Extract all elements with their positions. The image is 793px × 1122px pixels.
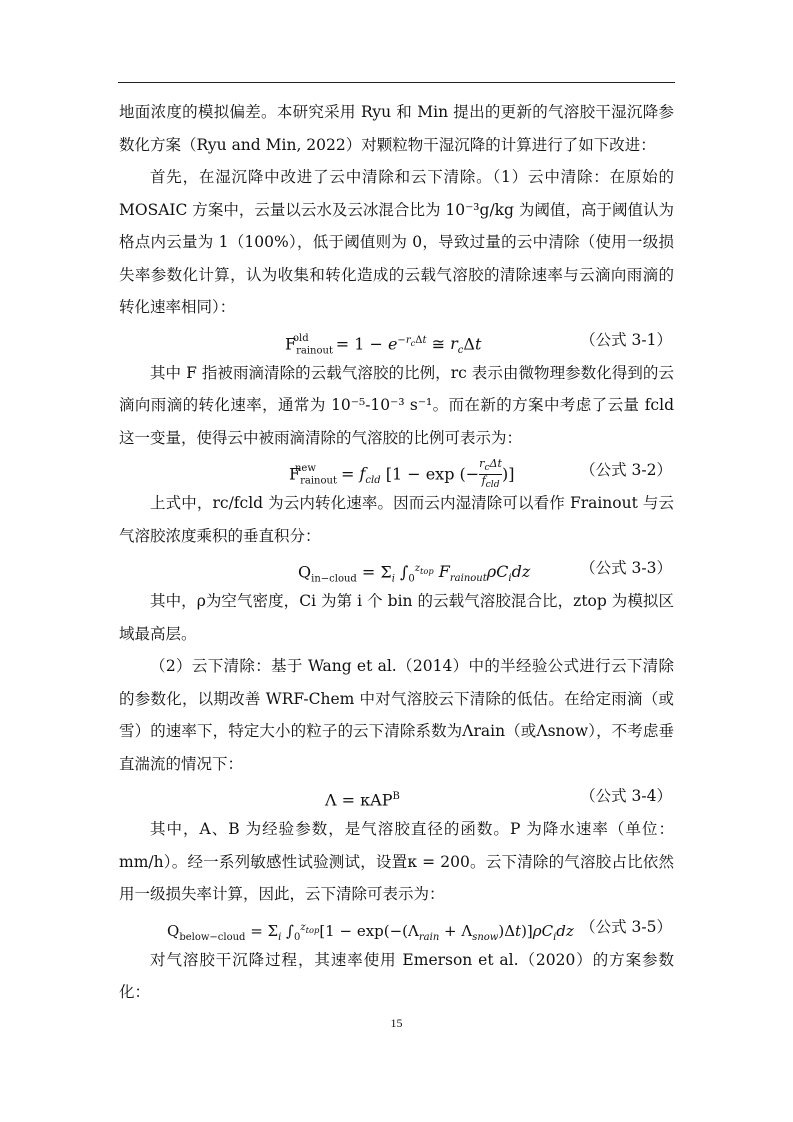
equation-3-2-row [119,454,674,491]
equation-3-3-row [119,552,674,585]
document-body [119,96,674,1009]
equation-3-3: $Q_{in-cloud} = \Sigma_i$ $\int_0^{z_{top}}$ $F_{rainout}\rho C_idz$ [298,562,531,585]
paragraph-8: 对气溶胶干沉降过程，其速率使用 Emerson et al.（2020）的方案参数化： [119,950,674,1001]
equation-3-5-label: （公式 3-5） [580,917,672,936]
paragraph-6: （2）云下清除：基于 Wang et al.（2014）中的半经验公式进行云下清除的参数化，以期改善 WRF-Chem 中对气溶胶云下清除的低估。在给定雨滴（或雪）的速率下，特定大小的粒子的云下清除系数为Λrain（或Λsnow），不考虑垂直湍流的情况下： [119,657,674,773]
paragraph-7: 其中，A、B 为经验参数，是气溶胶直径的函数。P 为降水速率（单位：mm/h）。经一系列敏感性试验测试，设置κ = 200。云下清除的气溶胶占比依然用一级损失率计算，因此，云下清除可表示为： [119,820,674,903]
equation-3-2: $F_{rainout}^{new} = f_{cld}$ [1 − exp (− $r_c\Delta t$ $f_{cld}$ )] [289,457,515,491]
paragraph-5: 其中，ρ为空气密度，Ci 为第 i 个 bin 的云载气溶胶混合比，ztop 为模拟区域最高层。 [119,592,674,643]
equation-3-4-row [119,780,674,813]
equation-3-5-row [119,911,674,944]
paragraph-4: 上式中，rc/fcld 为云内转化速率。因而云内湿清除可以看作 Frainout 与云气溶胶浓度乘积的垂直积分： [119,494,674,545]
header-rule [118,82,675,83]
equation-3-2-label: （公式 3-2） [580,461,672,479]
equation-3-3-label: （公式 3-3） [580,559,672,577]
equation-3-1-row [119,324,674,357]
paragraph-1: 地面浓度的模拟偏差。本研究采用 Ryu 和 Min 提出的更新的气溶胶干湿沉降参数化方案（Ryu and Min, 2022）对颗粒物干湿沉降的计算进行了如下改进： [119,103,674,154]
page-number: 15 [390,1016,403,1030]
equation-3-1: $F_{rainout}^{old} = 1 - e^{-r_c\Delta t}$ ≅ $r_c\Delta t$ [285,332,482,357]
paragraph-2: 首先，在湿沉降中改进了云中清除和云下清除。（1）云中清除：在原始的 MOSAIC 方案中，云量以云水及云冰混合比为 10⁻³g/kg 为阈值，高于阈值认为格点内云量为 1（100%），低于阈值则为 0，导致过量的云中清除（使用一级损失率参数化计算，认为收集和转化造成的云载气溶胶的清除速率与云滴向雨滴的转化速率相同）： [119,168,674,316]
equation-3-4: Λ = κAP$^B$ [325,790,400,810]
equation-3-5: $Q_{below-cloud} = \Sigma_i$ $\int_0^{z_{top}}[1 - \exp(-(\Lambda_{rain} + \Lambda_{snow})\Delta t)]\rho C_idz$ [167,921,574,943]
equation-3-4-label: （公式 3-4） [580,787,672,805]
paragraph-3: 其中 F 指被雨滴清除的云载气溶胶的比例，rc 表示由微物理参数化得到的云滴向雨滴的转化速率，通常为 10⁻⁵-10⁻³ s⁻¹。而在新的方案中考虑了云量 fcld 这一变量，使得云中被雨滴清除的气溶胶的比例可表示为： [119,363,674,447]
equation-3-1-label: （公式 3-1） [580,330,672,349]
